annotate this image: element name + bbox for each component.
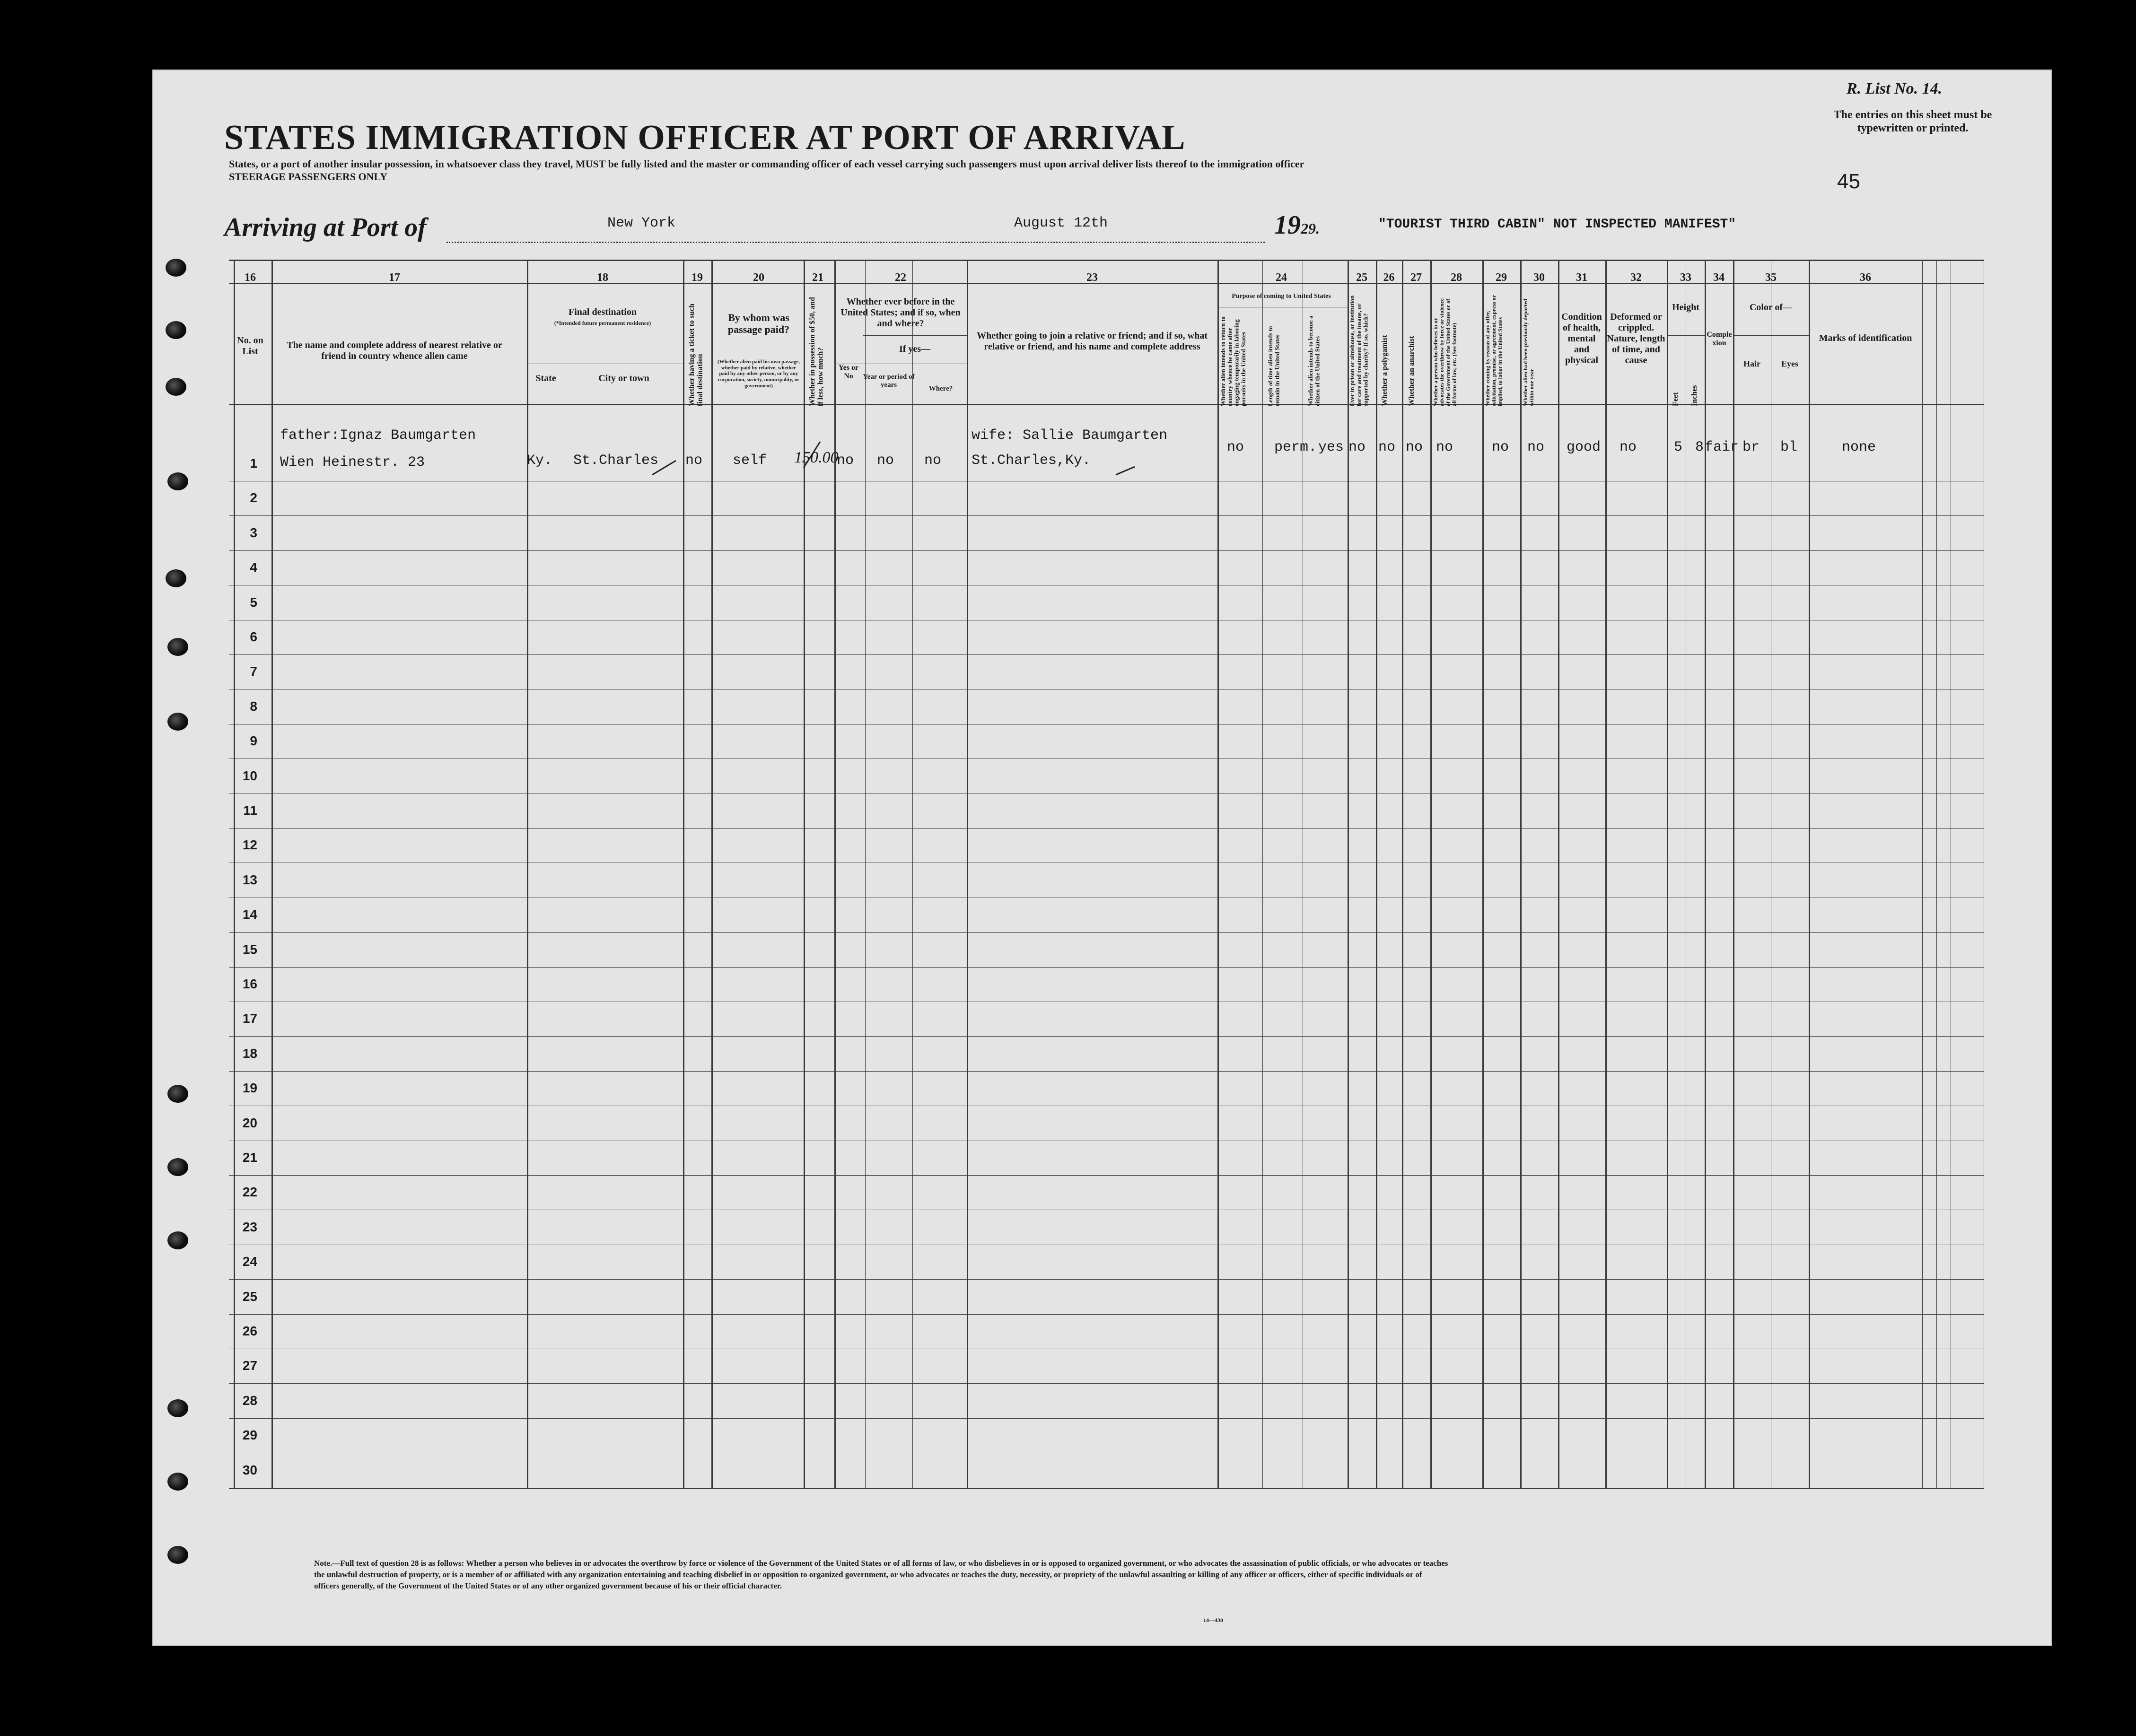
grid-line [229,967,1984,968]
relative-line-2: Wien Heinestr. 23 [280,454,425,471]
entry-return: no [1227,439,1244,455]
col-18-state-header: State [535,373,556,384]
col-22-years-header: Year or period of years [863,373,915,389]
entry-overthrow: no [1436,439,1453,455]
grid-line [863,335,967,336]
row-number: 21 [242,1150,257,1165]
check-mark [1113,463,1137,477]
entry-health: good [1567,439,1601,455]
grid-line [229,654,1984,655]
entry-ticket: no [685,453,703,469]
row-number: 5 [250,594,257,610]
col-19-header: Whether having a ticket to such final destination [688,303,704,406]
col-27-header: Whether an anarchist [1408,336,1416,406]
grid-line [229,932,1984,933]
grid-line [271,260,273,1488]
arriving-label: Arriving at Port of [224,213,427,242]
col-24-number: 24 [1276,271,1287,284]
col-21-header: Whether in possession of $50, and if less, how much? [808,297,825,406]
entry-deformed: no [1620,439,1637,455]
entry-city: St.Charles [573,453,659,469]
col-35-header: Color of— [1749,302,1793,313]
col-33-header: Height [1672,302,1699,313]
col-32-number: 32 [1630,271,1642,284]
grid-line [1558,260,1559,1488]
col-30-header: Whether alien had been previously deported within one year [1522,298,1535,406]
entry-contract: no [1492,439,1509,455]
grid-line [1402,260,1403,1488]
col-33-number: 33 [1680,271,1691,284]
grid-line [229,1071,1984,1072]
row-number: 4 [250,560,257,575]
join-line-1: wife: Sallie Baumgarten [972,427,1168,444]
col-24-header: Purpose of coming to United States [1232,293,1331,300]
col-31-number: 31 [1576,271,1587,284]
col-36-number: 36 [1860,271,1871,284]
entry-citizen: yes [1318,439,1344,455]
entry-eyes: bl [1780,439,1798,455]
entry-polygamist: no [1378,439,1396,455]
grid-line [1936,260,1937,1488]
year-value: 1929. [1274,210,1320,240]
row-number: 25 [242,1289,257,1304]
grid-line [229,1036,1984,1037]
notice-text: States, or a port of another insular possession, in whatsoever class they travel, MUST be fully listed and the master or commanding officer of each vessel carrying such passengers must upon arrival deliver lists thereof to the immigration officer [229,158,1304,170]
page-title: STATES IMMIGRATION OFFICER AT PORT OF ARRIVAL [224,118,1186,157]
check-mark [801,439,825,472]
grid-line [967,260,968,1488]
row-number: 1 [250,456,257,471]
col-24-citizen-header: Whether alien intends to become a citizen of the United States [1307,315,1321,406]
entry-years: no [877,453,894,469]
row-number: 17 [242,1011,257,1026]
grid-line [229,550,1984,551]
entry-where: no [924,453,942,469]
entry-hair: br [1742,439,1760,455]
col-34-number: 34 [1713,271,1725,284]
grid-line [683,260,684,1488]
row-number: 13 [242,872,257,887]
entry-marks: none [1842,439,1876,455]
col-16-number: 16 [245,271,256,284]
grid-line [229,828,1984,829]
col-23-number: 23 [1086,271,1098,284]
row-number: 3 [250,525,257,540]
list-number: R. List No. 14. [1847,80,1943,97]
col-32-header: Deformed or crippled. Nature, length of time, and cause [1607,312,1665,366]
entry-state: Ky. [527,453,553,469]
col-22-yes-no-header: Yes or No [838,364,859,381]
row-number: 16 [242,977,257,991]
entry-feet: 5 [1674,439,1683,455]
join-line-2: St.Charles,Ky. [972,453,1091,469]
row-number: 12 [242,837,257,853]
entry-inches: 8 [1695,439,1704,455]
col-30-number: 30 [1533,271,1545,284]
col-26-header: Whether a polygamist [1381,335,1389,406]
class-line: STEERAGE PASSENGERS ONLY [229,171,387,183]
col-36-header: Marks of identification [1819,333,1912,343]
col-22-header: Whether ever before in the United States; and if so, when and where? [840,297,961,329]
grid-line [834,260,836,1488]
col-18-number: 18 [597,271,608,284]
grid-line [1520,260,1522,1488]
row-number: 7 [250,664,257,679]
entries-note: The entries on this sheet must be typewritten or printed. [1833,109,1992,134]
grid-line [229,260,1984,261]
col-28-number: 28 [1451,271,1462,284]
grid-line [229,1175,1984,1176]
row-number: 22 [242,1185,257,1200]
grid-line [229,1314,1984,1315]
col-21-number: 21 [812,271,823,284]
row-number: 11 [243,803,257,818]
grid-line [865,260,866,1488]
row-number: 24 [242,1254,257,1269]
row-number: 28 [242,1393,257,1408]
col-29-number: 29 [1496,271,1507,284]
footnote: Note.—Full text of question 28 is as follows: Whether a person who believes in or advocates the overthrow by force or violence of the Government of the United States or of all forms of law, or who disbelieves in or is opposed to organized government, or who advocates the assassination of public officials, or who advocates or teaches the unlawful destruction of property, or is a member of or affiliated with any organization entertaining and teaching disbelief in or opposition to organized government, or who advocates or teaches the duty, necessity, or propriety of the unlawful assaulting or killing of any officer or officers, either of specific individuals or of officers generally, of the Government of the United States or of any other organized government because of his or their official character. [314,1559,1448,1590]
entry-length: perm. [1274,439,1317,455]
grid-line [1667,260,1668,1488]
grid-line [229,515,1984,516]
row-number: 15 [242,942,257,957]
col-16-header: No. on List [237,335,263,357]
date-value: August 12th [1014,215,1108,231]
col-18-header: Final destination [569,307,637,317]
col-25-number: 25 [1356,271,1367,284]
grid-line [1922,260,1923,1488]
grid-line [229,404,1984,405]
col-34-header: Complexion [1707,331,1732,348]
entry-money: 150.00 [794,449,839,466]
col-24-return-header: Whether alien intends to return to country whence he came after engaging temporarily in laboring pursuits in the United States [1219,316,1247,406]
col-17-header: The name and complete address of nearest relative or friend in country whence alien came [287,340,502,361]
grid-line [912,260,913,1488]
col-35-number: 35 [1765,271,1777,284]
col-19-number: 19 [692,271,703,284]
entry-paid-by: self [733,453,767,469]
relative-line-1: father:Ignaz Baumgarten [280,427,476,444]
entry-anarchist: no [1406,439,1423,455]
row-number: 18 [242,1046,257,1061]
col-33-inches-header: Inches [1690,385,1698,406]
col-24-length-header: Length of time alien intends to remain in the United States [1267,326,1281,406]
entry-complexion: fair [1705,439,1739,455]
col-35-hair-header: Hair [1743,359,1760,368]
col-20-subheader: (Whether alien paid his own passage, whether paid by relative, whether paid by any other person, or by any corporation, society, municipality, or government) [718,359,800,389]
grid-line [1605,260,1607,1488]
grid-line [1217,260,1219,1488]
row-number: 6 [250,629,257,644]
row-number: 19 [242,1081,257,1096]
entry-before-in-us: no [837,453,854,469]
grid-line [527,260,528,1488]
grid-line [229,1418,1984,1419]
grid-line [229,1488,1984,1489]
col-22-where-header: Where? [928,385,953,393]
col-35-eyes-header: Eyes [1781,359,1798,368]
grid-line [711,260,713,1488]
col-31-header: Condition of health, mental and physical [1561,312,1602,366]
col-18-subheader: (*Intended future permanent residence) [554,320,651,326]
col-33-feet-header: Feet [1672,392,1680,406]
row-number: 27 [242,1358,257,1373]
row-number: 29 [242,1428,257,1443]
row-number: 9 [250,733,257,749]
col-18-city-header: City or town [598,373,649,384]
grid-line [1667,335,1705,336]
col-22-if-yes-header: If yes— [899,344,931,354]
grid-line [229,1279,1984,1280]
entry-deported: no [1527,439,1545,455]
col-22-number: 22 [895,271,906,284]
port-value: New York [607,215,676,231]
grid-line [1733,335,1809,336]
col-27-number: 27 [1410,271,1422,284]
row-number: 10 [242,768,257,783]
row-number: 20 [242,1115,257,1130]
col-26-number: 26 [1383,271,1395,284]
col-20-number: 20 [753,271,764,284]
col-20-header: By whom was passage paid? [727,312,790,336]
manifest-note: "TOURIST THIRD CABIN" NOT INSPECTED MANIFEST" [1378,217,1736,232]
manifest-sheet [152,70,2052,1646]
row-number: 2 [250,490,257,506]
grid-line [1262,260,1263,1488]
grid-line [1430,260,1432,1488]
row-number: 26 [242,1324,257,1338]
row-number: 8 [250,698,257,714]
row-number: 23 [242,1219,257,1234]
col-29-header: Whether coming by reason of any offer, solicitation, promise, or agreement, express or implied, to labor in the United States [1484,295,1504,406]
sheet-number: 45 [1837,170,1860,193]
row-number: 30 [242,1462,257,1477]
form-number: 14—430 [1203,1617,1223,1623]
col-25-header: Ever in prison or almshouse, or institution for care and treatment of the insane, or supported by charity? If so, which? [1348,295,1369,406]
row-number: 14 [242,907,257,922]
grid-line [1482,260,1484,1488]
grid-line [229,1383,1984,1384]
col-28-header: Whether a person who believes in or advocates the overthrow by force or violence of the Government of the United States or of all forms of law, etc. (See footnote) [1432,298,1458,406]
grid-line [1376,260,1377,1488]
grid-line [1809,260,1810,1488]
entry-prison: no [1348,439,1366,455]
col-23-header: Whether going to join a relative or friend; and if so, what relative or friend, and his name and complete address [977,331,1208,352]
check-mark [650,458,678,477]
col-17-number: 17 [389,271,400,284]
